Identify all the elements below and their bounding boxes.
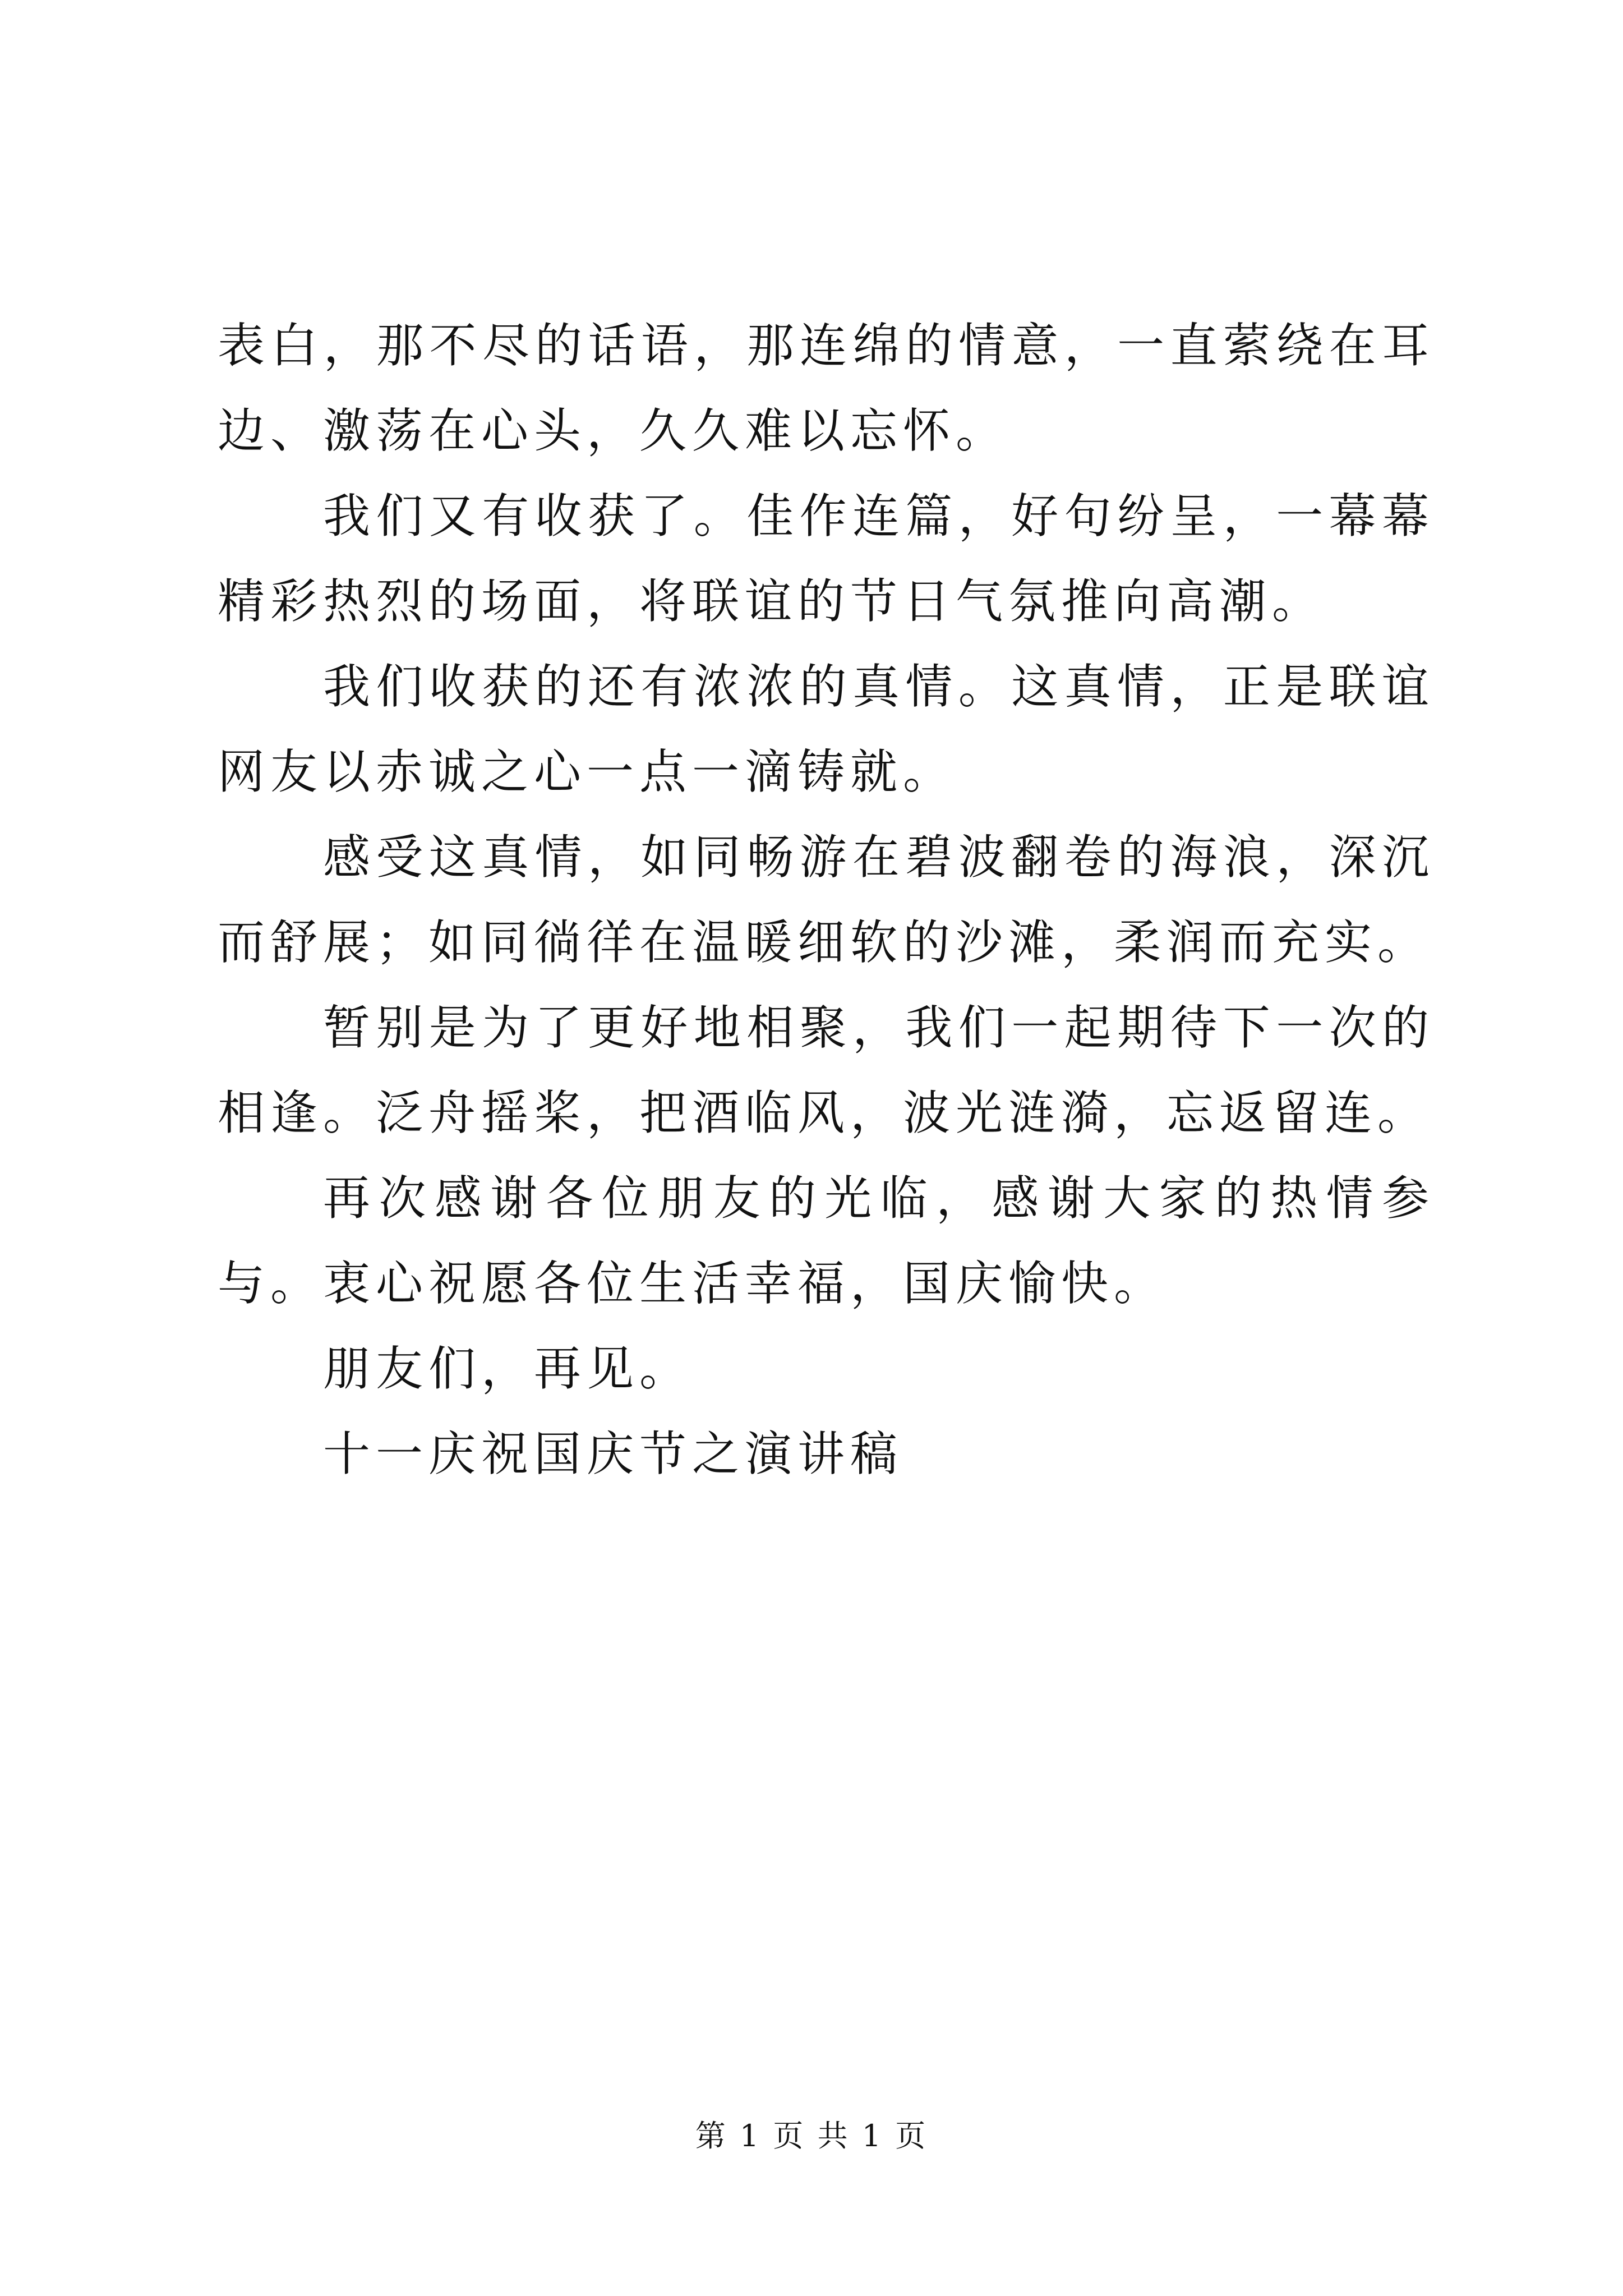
paragraph-next-title: 十一庆祝国庆节之演讲稿 (323, 1427, 903, 1481)
paragraph-feel-sentiment: 感受这真情，如同畅游在碧波翻卷的海浪，深沉而舒展；如同徜徉在温暖细软的沙滩，柔润而充实。 (218, 830, 1435, 970)
paragraph-continuation: 表白，那不尽的话语，那连绵的情意，一直萦绕在耳边、激荡在心头，久久难以忘怀。 (218, 318, 1435, 458)
page-number-footer: 第 1 页 共 1 页 (695, 2118, 928, 2154)
paragraph-thanks: 再次感谢各位朋友的光临，感谢大家的热情参与。衷心祝愿各位生活幸福，国庆愉快。 (218, 1171, 1435, 1311)
paragraph-harvest: 我们又有收获了。佳作连篇，好句纷呈，一幕幕精彩热烈的场面，将联谊的节日气氛推向高潮。 (218, 489, 1435, 629)
paragraph-goodbye: 朋友们，再见。 (323, 1341, 693, 1396)
document-body (218, 303, 1435, 1497)
paragraph-farewell: 暂别是为了更好地相聚，我们一起期待下一次的相逢。泛舟摇桨，把酒临风，波光涟漪，忘返留连。 (218, 1000, 1435, 1140)
paragraph-true-feeling: 我们收获的还有浓浓的真情。这真情，正是联谊网友以赤诚之心一点一滴铸就。 (218, 659, 1435, 799)
